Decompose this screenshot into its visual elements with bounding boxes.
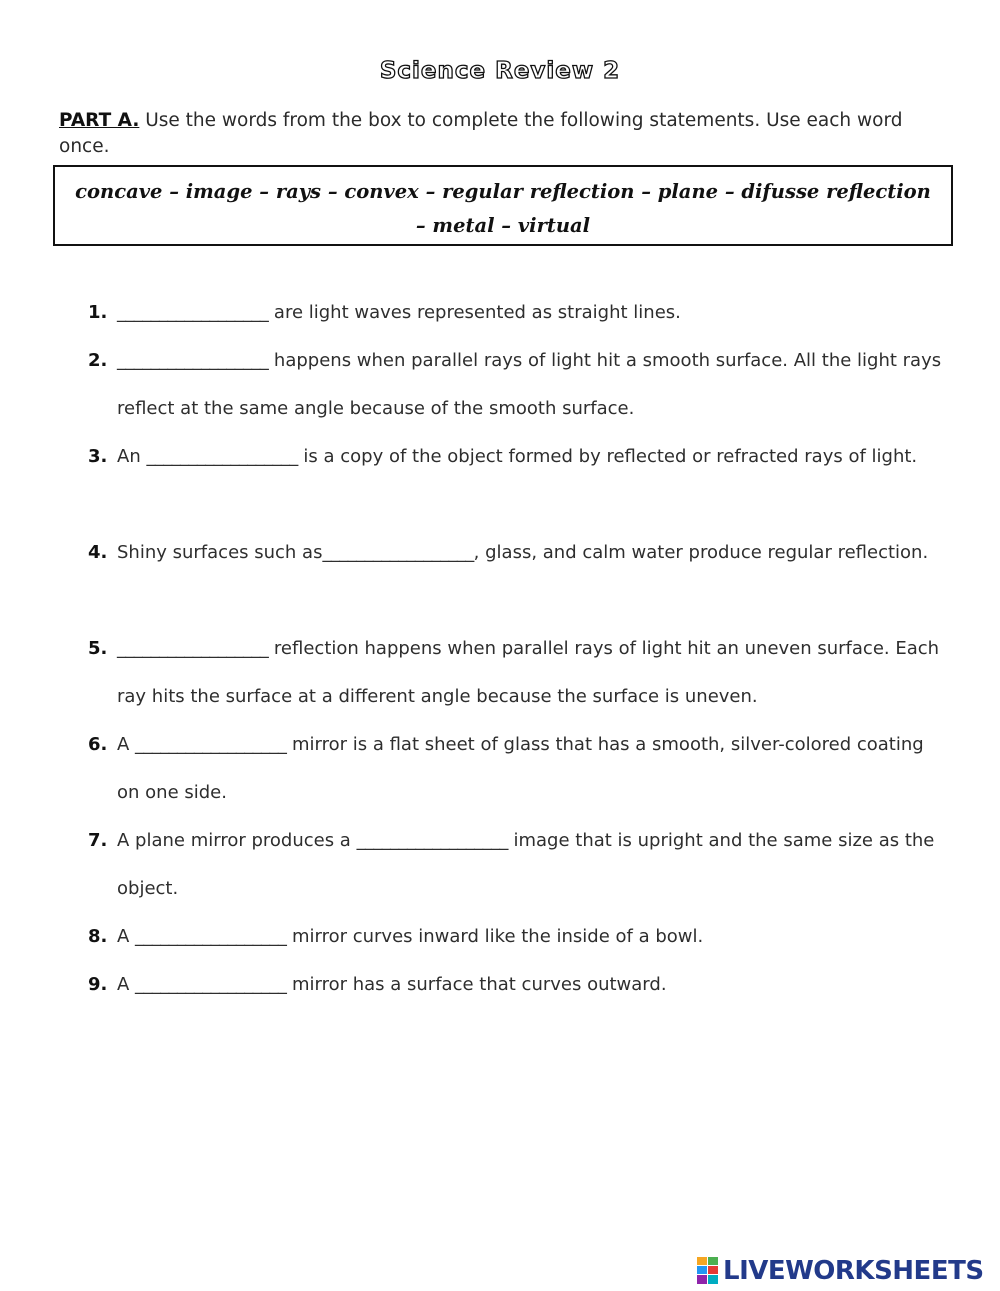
question-number: 6. xyxy=(88,734,108,755)
question-number: 8. xyxy=(88,926,108,947)
question-text: A __________________ mirror has a surface that curves outward. xyxy=(117,974,667,995)
liveworksheets-logo-text: LIVEWORKSHEETS xyxy=(723,1256,984,1286)
part-label: PART A. xyxy=(59,110,140,131)
instructions xyxy=(59,108,929,160)
question-text: An __________________ is a copy of the object formed by reflected or refracted rays of light. xyxy=(117,446,918,467)
question-text: __________________ reflection happens when parallel rays of light hit an uneven surface. Each ray hits the surface at a different angle because the surface is uneven. xyxy=(117,638,940,707)
liveworksheets-logo-icon xyxy=(697,1257,719,1285)
question-6 xyxy=(88,721,948,817)
answer-blank[interactable]: __________________ xyxy=(322,542,474,563)
question-number: 7. xyxy=(88,830,108,851)
question-text: __________________ happens when parallel rays of light hit a smooth surface. All the light rays reflect at the same angle because of the smooth surface. xyxy=(117,350,942,419)
page-title: Science Review 2 xyxy=(379,58,621,84)
question-4 xyxy=(88,529,948,577)
question-number: 2. xyxy=(88,350,108,371)
question-number: 9. xyxy=(88,974,108,995)
answer-blank[interactable]: __________________ xyxy=(135,734,287,755)
question-text: A __________________ mirror curves inward like the inside of a bowl. xyxy=(117,926,704,947)
question-number: 3. xyxy=(88,446,108,467)
liveworksheets-logo xyxy=(697,1254,984,1288)
answer-blank[interactable]: __________________ xyxy=(135,926,287,947)
question-9 xyxy=(88,961,948,1009)
answer-blank[interactable]: __________________ xyxy=(117,302,269,323)
answer-blank[interactable]: __________________ xyxy=(117,638,269,659)
question-5 xyxy=(88,625,948,721)
question-7 xyxy=(88,817,948,913)
question-8 xyxy=(88,913,948,961)
question-1 xyxy=(88,289,948,337)
answer-blank[interactable]: __________________ xyxy=(356,830,508,851)
question-text: Shiny surfaces such as__________________, glass, and calm water produce regular reflection. xyxy=(117,542,929,563)
question-number: 5. xyxy=(88,638,108,659)
question-3 xyxy=(88,433,948,481)
question-text: __________________ are light waves represented as straight lines. xyxy=(117,302,681,323)
answer-blank[interactable]: __________________ xyxy=(117,350,269,371)
question-number: 4. xyxy=(88,542,108,563)
word-bank-box: concave – image – rays – convex – regular reflection – plane – difusse reflection – metal – virtual xyxy=(53,165,953,246)
answer-blank[interactable]: __________________ xyxy=(146,446,298,467)
question-text: A __________________ mirror is a flat sheet of glass that has a smooth, silver-colored coating on one side. xyxy=(117,734,924,803)
question-text: A plane mirror produces a __________________ image that is upright and the same size as the object. xyxy=(117,830,935,899)
question-number: 1. xyxy=(88,302,108,323)
answer-blank[interactable]: __________________ xyxy=(135,974,287,995)
instructions-text: Use the words from the box to complete the following statements. Use each word once. xyxy=(59,110,903,157)
question-2 xyxy=(88,337,948,433)
